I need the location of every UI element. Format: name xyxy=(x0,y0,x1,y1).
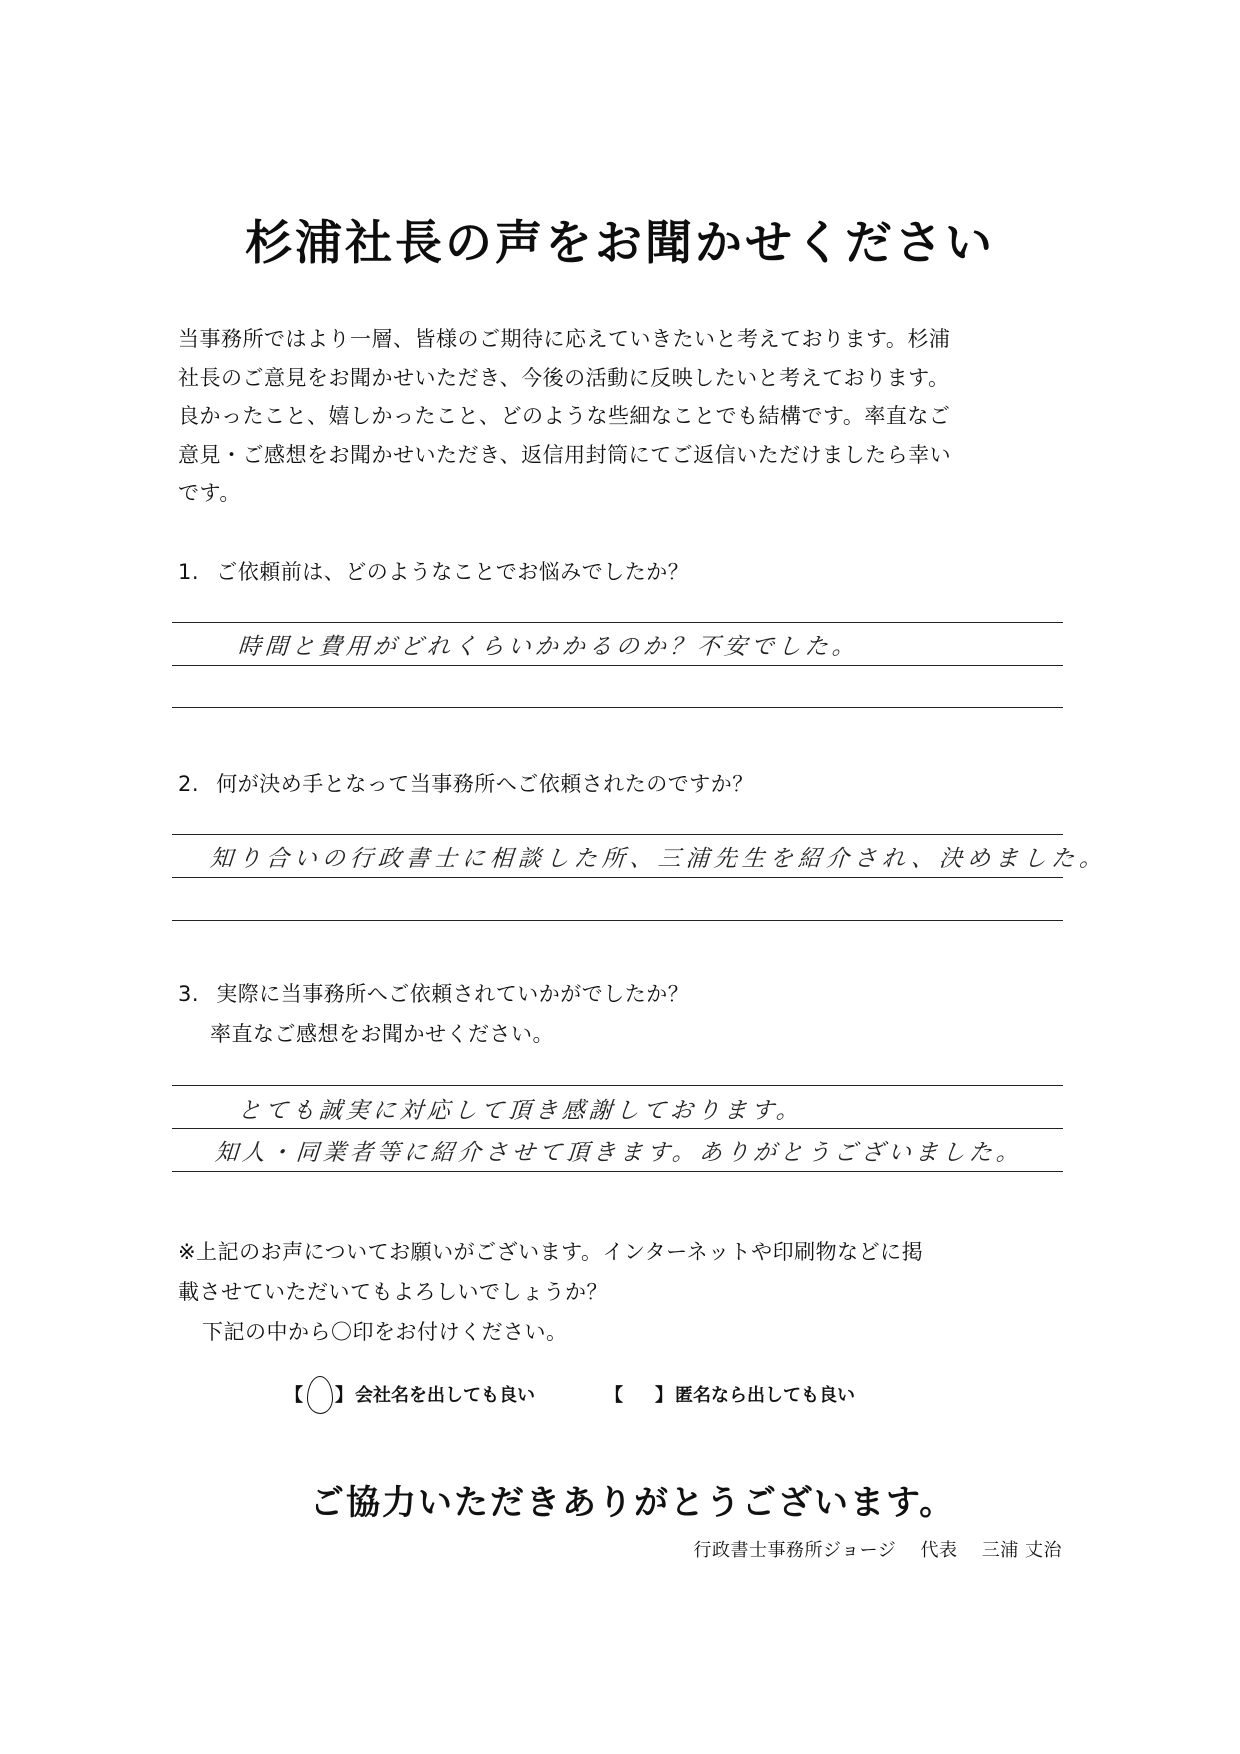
question-text: ご依頼前は、どのようなことでお悩みでしたか？ xyxy=(216,560,690,584)
intro-line: 良かったこと、嬉しかったこと、どのような些細なことでも結構です。率直なご xyxy=(178,404,951,428)
page-title: 杉浦社長の声をお聞かせください xyxy=(245,216,995,271)
note-line: 載させていただいてもよろしいでしょうか？ xyxy=(178,1280,608,1304)
question-1 xyxy=(178,552,689,592)
intro-line: 当事務所ではより一層、皆様のご期待に応えていきたいと考えております。杉浦 xyxy=(178,327,951,351)
answer-line xyxy=(172,665,1063,666)
publication-consent-note xyxy=(178,1232,923,1352)
choice-company-name[interactable] xyxy=(285,1381,535,1407)
answer-line xyxy=(172,834,1063,835)
handwritten-answer-3b: 知人・同業者等に紹介させて頂きます。ありがとうございました。 xyxy=(213,1140,1024,1166)
office-name: 行政書士事務所ジョージ xyxy=(693,1540,897,1561)
answer-line xyxy=(172,920,1063,921)
answer-line xyxy=(172,1171,1063,1172)
choice-checkbox[interactable] xyxy=(285,1384,353,1405)
signature xyxy=(694,1536,1062,1562)
question-subtext: 率直なご感想をお聞かせください。 xyxy=(210,1022,554,1046)
circle-mark-icon xyxy=(307,1376,333,1414)
question-text: 実際に当事務所へご依頼されていかがでしたか？ xyxy=(216,982,690,1006)
thanks-message: ご協力いただきありがとうございます。 xyxy=(310,1483,956,1523)
choice-anonymous[interactable] xyxy=(605,1381,855,1407)
bracket-close: 】 xyxy=(655,1385,673,1406)
answer-line xyxy=(172,622,1063,623)
question-2 xyxy=(178,764,754,804)
question-3 xyxy=(178,974,689,1054)
consent-choices xyxy=(285,1381,855,1407)
bracket-open: 【 xyxy=(605,1385,623,1406)
question-number: 1. xyxy=(178,560,200,584)
intro-line: 意見・ご感想をお聞かせいただき、返信用封筒にてご返信いただけましたら幸い xyxy=(178,442,952,467)
representative-role: 代表 xyxy=(920,1540,958,1561)
intro-paragraph xyxy=(178,320,1058,513)
handwritten-answer-2: 知り合いの行政書士に相談した所、三浦先生を紹介され、決めました。 xyxy=(208,846,1109,872)
intro-line: です。 xyxy=(178,481,241,505)
handwritten-answer-3a: とても誠実に対応して頂き感謝しております。 xyxy=(236,1098,804,1124)
representative-name: 三浦 丈治 xyxy=(981,1540,1062,1561)
note-line: ※上記のお声についてお願いがございます。インターネットや印刷物などに掲 xyxy=(178,1240,924,1264)
choice-label: 会社名を出しても良い xyxy=(355,1385,535,1406)
choice-checkbox[interactable] xyxy=(605,1384,673,1405)
question-number: 2. xyxy=(178,772,200,796)
handwritten-answer-1: 時間と費用がどれくらいかかるのか？不安でした。 xyxy=(236,634,860,660)
bracket-close: 】 xyxy=(335,1385,353,1406)
answer-line xyxy=(172,877,1063,878)
question-text: 何が決め手となって当事務所へご依頼されたのですか？ xyxy=(216,772,754,796)
note-line: 下記の中から〇印をお付けください。 xyxy=(202,1320,568,1344)
answer-line xyxy=(172,1128,1063,1129)
choice-label: 匿名なら出しても良い xyxy=(675,1385,855,1406)
intro-line: 社長のご意見をお聞かせいただき、今後の活動に反映したいと考えております。 xyxy=(178,365,950,390)
bracket-open: 【 xyxy=(285,1385,303,1406)
answer-line xyxy=(172,1085,1063,1086)
answer-line xyxy=(172,707,1063,708)
question-number: 3. xyxy=(178,982,200,1006)
